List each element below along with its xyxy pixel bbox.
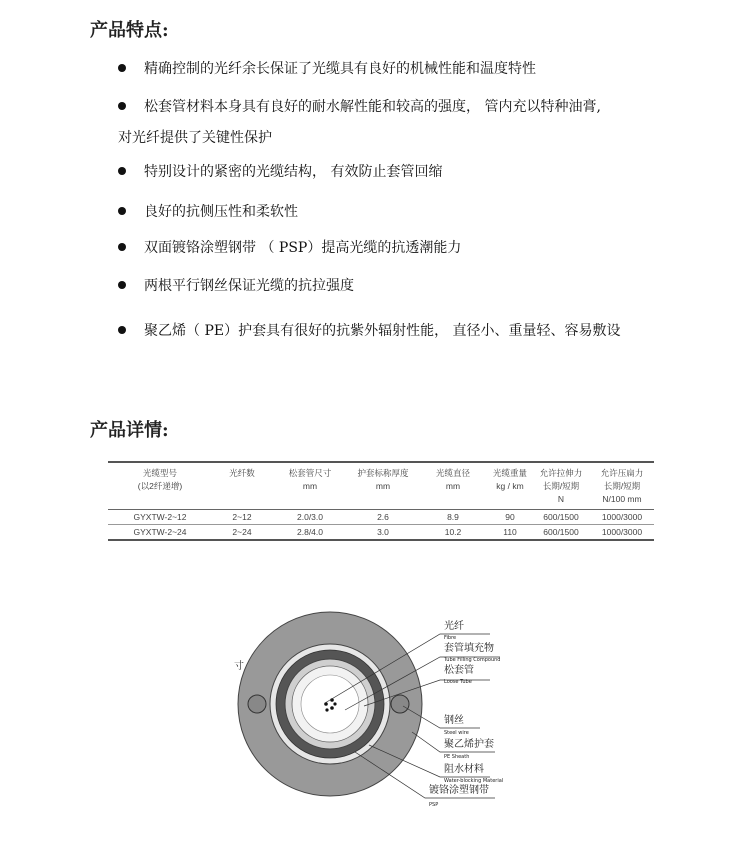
label-pe-sheath-cn: 聚乙烯护套 xyxy=(444,739,494,750)
feature-text: 聚乙烯（ PE）护套具有很好的抗紫外辐射性能， 直径小、重量轻、容易敷设 xyxy=(144,323,621,339)
feature-text: 特别设计的紧密的光缆结构， 有效防止套管回缩 xyxy=(144,164,443,180)
label-fibre-cn: 光纤 xyxy=(444,621,464,632)
col-header-tube-size: 松套管尺寸 mm xyxy=(288,468,332,491)
table-row: GYXTW-2~24 2~24 2.8/4.0 3.0 10.2 110 600/1500 1000/3000 xyxy=(108,525,654,541)
label-loose-tube-cn: 松套管 xyxy=(444,665,474,676)
features-title: 产品特点: xyxy=(90,20,169,41)
label-fibre-en: Fibre xyxy=(444,635,457,641)
feature-text: 良好的抗侧压性和柔软性 xyxy=(144,204,298,220)
col-header-tensile: 允许拉伸力 长期/短期 N xyxy=(539,468,583,504)
feature-continuation: 对光纤提供了关键性保护 xyxy=(118,130,272,146)
feature-text: 两根平行钢丝保证光缆的抗拉强度 xyxy=(144,278,354,294)
label-steel-wire-en: Steel wire xyxy=(444,730,469,736)
label-loose-tube-en: Loose Tube xyxy=(444,679,472,685)
feature-text: 松套管材料本身具有良好的耐水解性能和较高的强度， 管内充以特种油膏, xyxy=(144,99,601,115)
feature-text: 精确控制的光纤余长保证了光缆具有良好的机械性能和温度特性 xyxy=(144,61,536,77)
col-header-fiber-count: 光纤数 xyxy=(229,468,255,478)
label-psp-en: PSP xyxy=(429,802,439,808)
label-psp-cn: 镀铬涂塑钢带 xyxy=(429,785,489,796)
label-water-blocking-en: Water-blocking Material xyxy=(444,778,504,784)
table-row: GYXTW-2~12 2~12 2.0/3.0 2.6 8.9 90 600/1500 1000/3000 xyxy=(108,510,654,525)
label-pe-sheath-en: PE Sheath xyxy=(444,754,470,760)
label-water-blocking-cn: 阻水材料 xyxy=(444,764,484,775)
col-header-model: 光缆型号 (以2纤递增) xyxy=(137,468,183,491)
col-header-crush: 允许压扁力 长期/短期 N/100 mm xyxy=(600,468,644,504)
steel-wire-left xyxy=(248,695,266,713)
col-header-diameter: 光缆直径 mm xyxy=(435,468,470,491)
label-steel-wire-cn: 钢丝 xyxy=(444,715,464,726)
steel-wire-right xyxy=(391,695,409,713)
details-title: 产品详情: xyxy=(90,420,169,441)
label-filling-cn: 套管填充物 xyxy=(444,643,494,654)
col-header-sheath-thickness: 护套标称厚度 mm xyxy=(357,468,409,491)
label-filling-en: Tube Filling Compound xyxy=(444,657,501,663)
tube-filling xyxy=(301,675,359,733)
col-header-weight: 光缆重量 kg / km xyxy=(492,468,527,491)
diagram-side-char: 寸 xyxy=(234,661,244,672)
feature-text: 双面镀铬涂塑钢带 （ PSP）提高光缆的抗透潮能力 xyxy=(144,240,462,256)
